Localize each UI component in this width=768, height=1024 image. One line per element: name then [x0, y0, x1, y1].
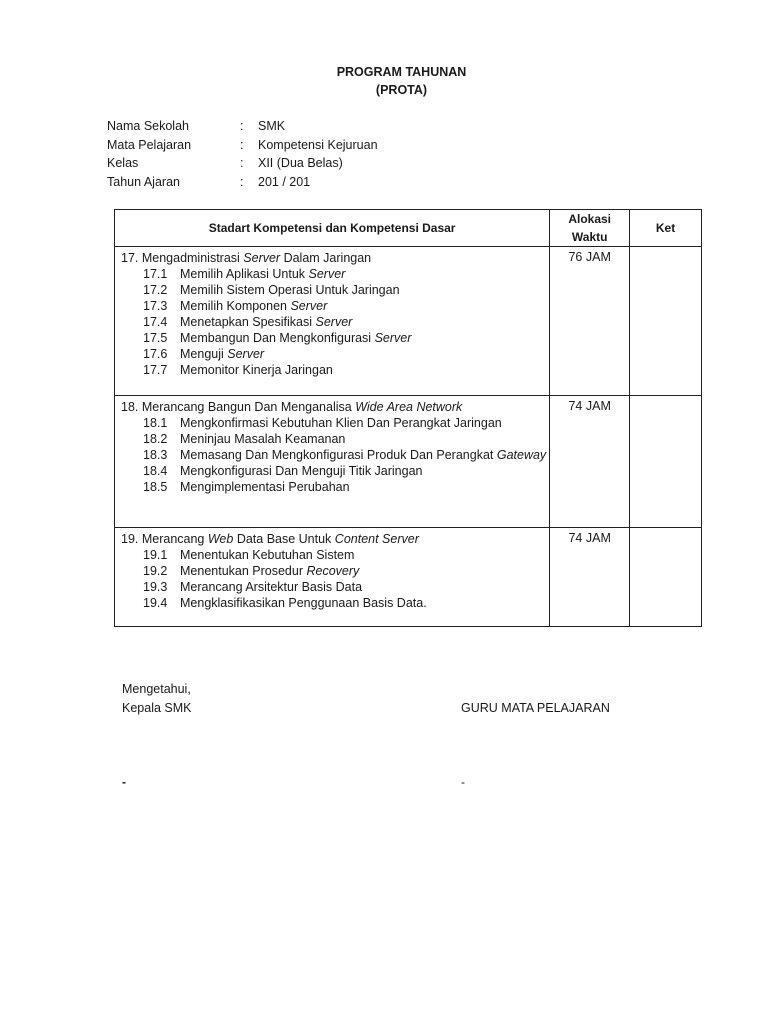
basic-competency: [121, 415, 549, 431]
competency-cell: [115, 396, 550, 528]
info-value: XII (Dua Belas): [258, 156, 343, 170]
basic-competency: [121, 595, 549, 611]
title-line-2: (PROTA): [375, 83, 428, 97]
info-label: Kelas: [107, 156, 139, 170]
item-text: Menentukan Kebutuhan Sistem: [180, 548, 355, 562]
item-text: Menguji Server: [180, 347, 265, 361]
info-row-subject: [107, 136, 378, 155]
item-text: Memasang Dan Mengkonfigurasi Produk Dan Perangkat Gateway: [180, 448, 547, 462]
basic-competency: [121, 463, 549, 479]
item-text: Merancang Arsitektur Basis Data: [180, 580, 363, 594]
item-number: 18.4: [143, 464, 168, 478]
table-header-row: [115, 210, 702, 247]
table-row: [115, 528, 702, 627]
item-number: 17.6: [143, 347, 168, 361]
info-label: Mata Pelajaran: [107, 137, 192, 152]
headmaster-name: -: [122, 775, 126, 789]
table-row: [115, 247, 702, 396]
info-row-school: [107, 117, 378, 136]
competency-table: [114, 209, 702, 627]
info-value: Kompetensi Kejuruan: [258, 137, 378, 152]
basic-competency: [121, 346, 549, 362]
competency-cell: [115, 247, 550, 396]
title-line-1: PROGRAM TAHUNAN: [336, 65, 467, 79]
basic-competency: [121, 547, 549, 563]
acknowledged-label: Mengetahui,: [122, 682, 191, 696]
item-text: Mengkonfigurasi Dan Menguji Titik Jaringan: [180, 464, 423, 478]
info-row-class: [107, 154, 378, 173]
table-row: [115, 396, 702, 528]
item-text: Memilih Komponen Server: [180, 299, 328, 313]
item-number: 19.1: [143, 548, 168, 562]
school-info: [107, 117, 378, 191]
item-number: 19.2: [143, 564, 168, 578]
item-number: 19.4: [143, 596, 168, 610]
header-notes: Ket: [630, 210, 702, 247]
item-text: Membangun Dan Mengkonfigurasi Server: [180, 331, 412, 345]
item-number: 17.5: [143, 331, 168, 345]
competency-standard: 19. Merancang Web Data Base Untuk Content Server: [121, 532, 419, 546]
header-alokasi-line2: Waktu: [571, 230, 608, 244]
basic-competency: [121, 330, 549, 346]
basic-competency: [121, 266, 549, 282]
teacher-label: GURU MATA PELAJARAN: [461, 701, 610, 715]
basic-competency: [121, 362, 549, 378]
basic-competency: [121, 314, 549, 330]
info-value: 201 / 201: [258, 174, 311, 189]
item-text: Menetapkan Spesifikasi Server: [180, 315, 353, 329]
info-separator: :: [240, 119, 244, 133]
teacher-name: -: [461, 775, 465, 789]
basic-competency: [121, 447, 549, 463]
basic-competency: [121, 563, 549, 579]
item-text: Mengimplementasi Perubahan: [180, 480, 350, 494]
item-number: 19.3: [143, 580, 168, 594]
basic-competency: [121, 479, 549, 495]
basic-competency: [121, 579, 549, 595]
notes-cell: [630, 528, 702, 627]
item-text: Mengklasifikasikan Penggunaan Basis Data.: [180, 596, 427, 610]
basic-competency: [121, 282, 549, 298]
item-text: Meninjau Masalah Keamanan: [180, 432, 346, 446]
item-text: Menentukan Prosedur Recovery: [180, 564, 360, 578]
competency-standard: 17. Mengadministrasi Server Dalam Jaringan: [121, 251, 372, 265]
time-allocation-cell: 76 JAM: [550, 247, 630, 396]
competency-cell: [115, 528, 550, 627]
header-competency: Stadart Kompetensi dan Kompetensi Dasar: [115, 210, 550, 247]
info-row-year: [107, 173, 378, 192]
item-text: Memonitor Kinerja Jaringan: [180, 363, 333, 377]
notes-cell: [630, 396, 702, 528]
info-separator: :: [240, 174, 244, 189]
item-number: 17.1: [143, 267, 168, 281]
item-text: Memilih Aplikasi Untuk Server: [180, 267, 346, 281]
signature-right: [461, 699, 610, 718]
basic-competency: [121, 298, 549, 314]
header-time-allocation: [550, 210, 630, 247]
competency-standard: 18. Merancang Bangun Dan Menganalisa Wide Area Network: [121, 400, 463, 414]
time-allocation-cell: 74 JAM: [550, 396, 630, 528]
item-number: 18.3: [143, 448, 168, 462]
document-title: [0, 63, 768, 99]
item-number: 17.3: [143, 299, 168, 313]
item-number: 18.5: [143, 480, 168, 494]
info-label: Tahun Ajaran: [107, 174, 180, 189]
item-number: 18.2: [143, 432, 168, 446]
signature-left: [122, 680, 191, 718]
item-text: Mengkonfirmasi Kebutuhan Klien Dan Perangkat Jaringan: [180, 416, 502, 430]
header-alokasi-line1: Alokasi: [568, 212, 612, 226]
item-number: 18.1: [143, 416, 168, 430]
notes-cell: [630, 247, 702, 396]
item-text: Memilih Sistem Operasi Untuk Jaringan: [180, 283, 400, 297]
headmaster-label: Kepala SMK: [122, 701, 192, 715]
info-value: SMK: [258, 119, 286, 133]
info-separator: :: [240, 156, 244, 170]
item-number: 17.2: [143, 283, 168, 297]
item-number: 17.4: [143, 315, 168, 329]
basic-competency: [121, 431, 549, 447]
info-label: Nama Sekolah: [107, 119, 189, 133]
info-separator: :: [240, 137, 244, 152]
time-allocation-cell: 74 JAM: [550, 528, 630, 627]
item-number: 17.7: [143, 363, 168, 377]
